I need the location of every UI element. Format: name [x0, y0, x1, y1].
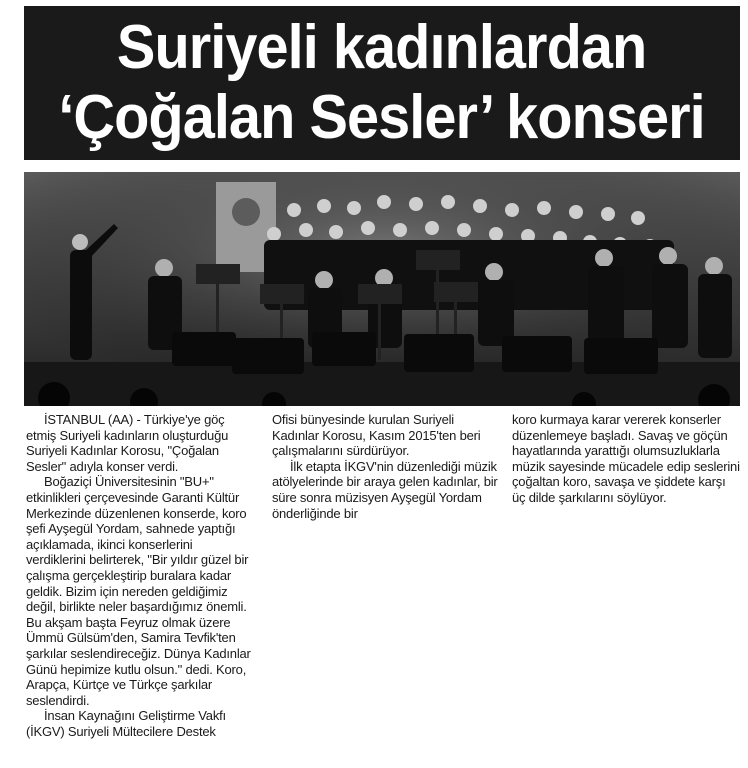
article-body [24, 412, 740, 762]
article-column-3 [512, 412, 740, 506]
paragraph: İnsan Kaynağını Geliştirme Vakfı (İKGV) Suriyeli Mültecilere Destek [26, 708, 226, 739]
paragraph: Ofisi bünyesinde kurulan Suriyeli Kadınlar Korosu, Kasım 2015'ten beri çalışmalarını sürdürüyor. [272, 412, 481, 459]
paragraph: Boğaziçi Üniversitesinin "BU+" etkinlikleri çerçevesinde Garanti Kültür Merkezinde düzenlenen konserde, koro şefi Ayşegül Yordam, sahnede yaptığı açıklamada, ikinci konserlerini verdiklerini belirterek, "Bir yıldır güzel bir çalışma gerçekleştirip buralara kadar geldik. Bizim için nereden geldiğimiz değil, birlikte neler başardığımız önemli. Bu akşam başta Feyruz olmak üzere Ümmü Gülsüm'den, Samira Tevfik'ten şarkılar seslendireceğiz. Dünya Kadınlar Günü hepimize kutlu olsun." dedi. Koro, Arapça, Kürtçe ve Türkçe şarkılar seslendirdi. [26, 474, 251, 708]
paragraph: İlk etapta İKGV'nin düzenlediği müzik atölyelerinde bir araya gelen kadınlar, bir süre sonra müzisyen Ayşegül Yordam önderliğinde bir [272, 458, 498, 521]
headline [24, 6, 740, 160]
headline-line-2: ‘Çoğalan Sesler’ konseri [58, 83, 706, 152]
paragraph: koro kurmaya karar vererek konserler düzenlemeye başladı. Savaş ve göçün hayatlarında yarattığı olumsuzluklarla müzik sayesinde mücadele edip seslerini çoğaltan koro, savaşa ve şiddete karşı üç dilde şarkılarını söylüyor. [512, 412, 740, 505]
article-column-1 [26, 412, 254, 739]
concert-photo [24, 172, 740, 406]
concert-photo-icon [24, 172, 740, 406]
paragraph: İSTANBUL (AA) - Türkiye'ye göç etmiş Suriyeli kadınların oluşturduğu Suriyeli Kadınlar Korosu, "Çoğalan Sesler" adıyla konser verdi. [26, 412, 229, 474]
article-column-2 [272, 412, 500, 521]
headline-line-1: Suriyeli kadınlardan [117, 13, 647, 82]
